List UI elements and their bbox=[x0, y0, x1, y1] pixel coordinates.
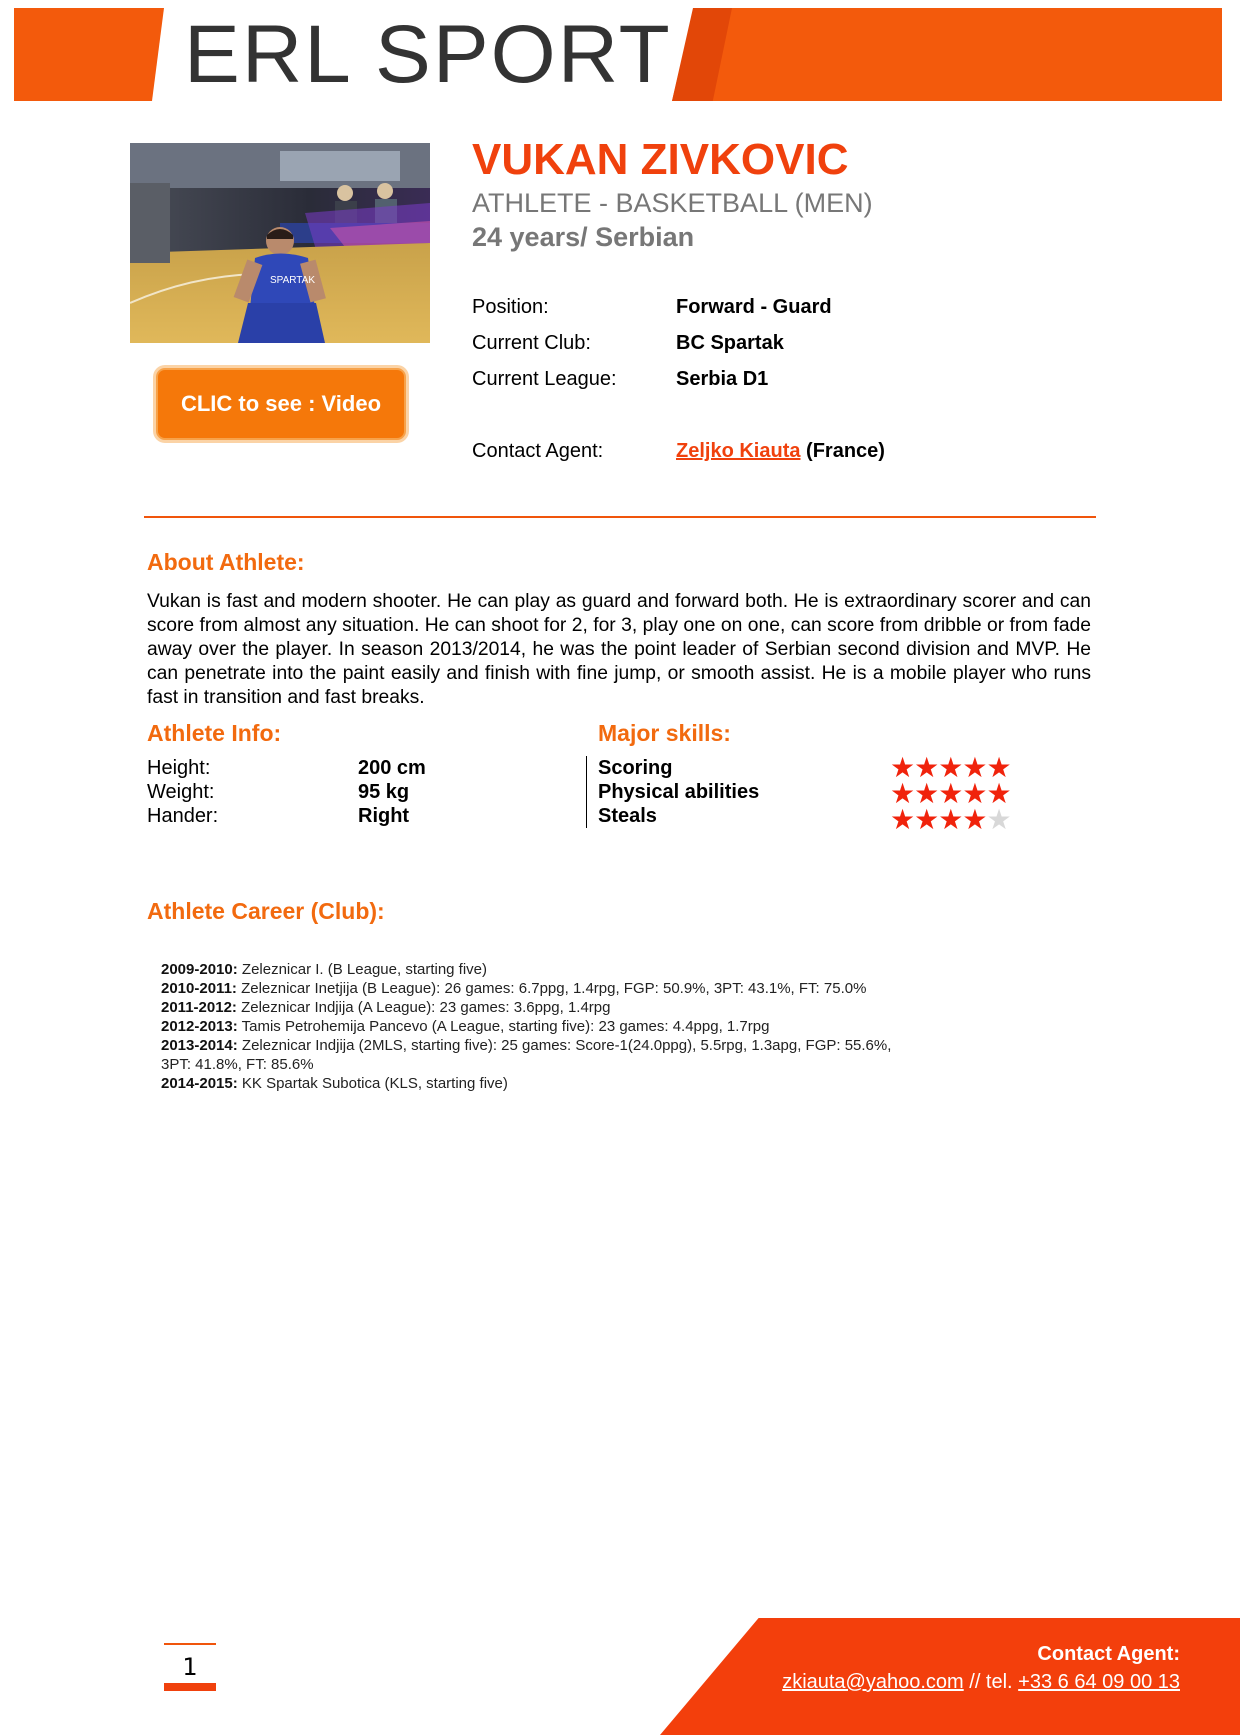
footer-contact-line bbox=[782, 1671, 1180, 1694]
athlete-info-heading: Athlete Info: bbox=[147, 720, 282, 746]
career-entry bbox=[161, 998, 921, 1017]
career-text: Zeleznicar I. (B League, starting five) bbox=[241, 961, 488, 978]
career-entry bbox=[161, 1074, 921, 1093]
footer-contact-title: Contact Agent: bbox=[1037, 1643, 1180, 1665]
about-heading: About Athlete: bbox=[147, 549, 305, 575]
career-years: 2010-2011: bbox=[161, 980, 237, 997]
career-text: Zeleznicar Indjija (A League): 23 games: 3.6ppg, 1.4rpg bbox=[241, 999, 611, 1016]
star-filled-icon: ★ bbox=[962, 778, 987, 809]
agent-link[interactable]: Zeljko Kiauta bbox=[676, 440, 801, 462]
page-number: 1 bbox=[182, 1653, 198, 1681]
career-years: 2009-2010: bbox=[161, 961, 238, 978]
league-label: Current League: bbox=[472, 368, 617, 390]
star-filled-icon: ★ bbox=[890, 752, 915, 783]
skill-name-steals: Steals bbox=[598, 805, 657, 827]
contact-agent-label: Contact Agent: bbox=[472, 440, 604, 462]
career-list bbox=[161, 960, 921, 1093]
star-filled-icon: ★ bbox=[938, 752, 963, 783]
career-text: Tamis Petrohemija Pancevo (A League, starting five): 23 games: 4.4ppg, 1.7rpg bbox=[241, 1018, 770, 1035]
star-filled-icon: ★ bbox=[986, 752, 1011, 783]
career-entry bbox=[161, 1017, 921, 1036]
page-number-rule-top bbox=[164, 1643, 216, 1645]
career-years: 2013-2014: bbox=[161, 1037, 238, 1054]
star-empty-icon: ★ bbox=[986, 804, 1011, 835]
career-text: KK Spartak Subotica (KLS, starting five) bbox=[241, 1075, 508, 1092]
footer-separator: // tel. bbox=[963, 1671, 1019, 1693]
header-stripe-right bbox=[672, 8, 1222, 101]
star-filled-icon: ★ bbox=[890, 804, 915, 835]
video-button[interactable]: CLIC to see : Video bbox=[156, 368, 406, 440]
athlete-role: ATHLETE - BASKETBALL (MEN) bbox=[472, 188, 873, 218]
star-filled-icon: ★ bbox=[914, 804, 939, 835]
height-value: 200 cm bbox=[358, 757, 426, 779]
skills-heading: Major skills: bbox=[598, 720, 731, 746]
hander-label: Hander: bbox=[147, 805, 219, 827]
athlete-name: VUKAN ZIVKOVIC bbox=[472, 135, 849, 184]
league-value: Serbia D1 bbox=[676, 368, 769, 390]
star-filled-icon: ★ bbox=[938, 804, 963, 835]
star-filled-icon: ★ bbox=[962, 804, 987, 835]
weight-label: Weight: bbox=[147, 781, 215, 803]
star-filled-icon: ★ bbox=[962, 752, 987, 783]
section-divider bbox=[144, 516, 1096, 518]
star-filled-icon: ★ bbox=[938, 778, 963, 809]
career-years: 2014-2015: bbox=[161, 1075, 238, 1092]
career-years: 2012-2013: bbox=[161, 1018, 238, 1035]
about-text: Vukan is fast and modern shooter. He can play as guard and forward both. He is extraordinary scorer and can score from almost any situation. He can shoot for 2, for 3, play one on one, can score from dribble or from fade away over the player. In season 2013/2014, he was the point leader of Serbian second division and MVP. He can penetrate into the paint easily and finish with fine jump, or smooth assist. He is a mobile player who runs fast in transition and fast breaks. bbox=[147, 591, 1091, 708]
career-heading: Athlete Career (Club): bbox=[147, 898, 385, 924]
footer-email-link[interactable]: zkiauta@yahoo.com bbox=[782, 1671, 964, 1693]
footer-phone-link[interactable]: +33 6 64 09 00 13 bbox=[1018, 1671, 1180, 1693]
club-label: Current Club: bbox=[472, 332, 591, 354]
career-text: Zeleznicar Inetjija (B League): 26 games: 6.7ppg, 1.4rpg, FGP: 50.9%, 3PT: 43.1%, FT: 75.0% bbox=[241, 980, 867, 997]
skills-separator bbox=[586, 756, 587, 828]
star-filled-icon: ★ bbox=[986, 778, 1011, 809]
svg-text:SPARTAK: SPARTAK bbox=[270, 275, 316, 286]
star-filled-icon: ★ bbox=[914, 752, 939, 783]
brand-logo: ERL SPORT bbox=[184, 9, 672, 100]
contact-agent-value bbox=[676, 441, 885, 461]
hander-value: Right bbox=[358, 805, 410, 827]
skill-rating-steals bbox=[890, 804, 1011, 835]
athlete-age-nationality: 24 years/ Serbian bbox=[472, 222, 695, 252]
career-years: 2011-2012: bbox=[161, 999, 237, 1016]
position-value: Forward - Guard bbox=[676, 296, 832, 318]
height-label: Height: bbox=[147, 757, 211, 779]
athlete-photo bbox=[130, 143, 430, 343]
star-filled-icon: ★ bbox=[914, 778, 939, 809]
agent-country: (France) bbox=[806, 440, 885, 462]
club-value: BC Spartak bbox=[676, 332, 784, 354]
star-filled-icon: ★ bbox=[890, 778, 915, 809]
position-label: Position: bbox=[472, 296, 549, 318]
weight-value: 95 kg bbox=[358, 781, 410, 803]
career-text: Zeleznicar Indjija (2MLS, starting five): 25 games: Score-1(24.0ppg), 5.5rpg, 1.3apg, FGP: 55.6%, 3PT: 41.8%, FT: 85.6% bbox=[161, 1037, 892, 1073]
skill-name-scoring: Scoring bbox=[598, 757, 673, 779]
skill-name-physical: Physical abilities bbox=[598, 781, 760, 803]
header-stripe-left bbox=[14, 8, 164, 101]
page-number-rule-bottom bbox=[164, 1683, 216, 1691]
athlete-photo-image bbox=[130, 143, 430, 343]
career-entry bbox=[161, 1036, 921, 1074]
career-entry bbox=[161, 960, 921, 979]
career-entry bbox=[161, 979, 921, 998]
